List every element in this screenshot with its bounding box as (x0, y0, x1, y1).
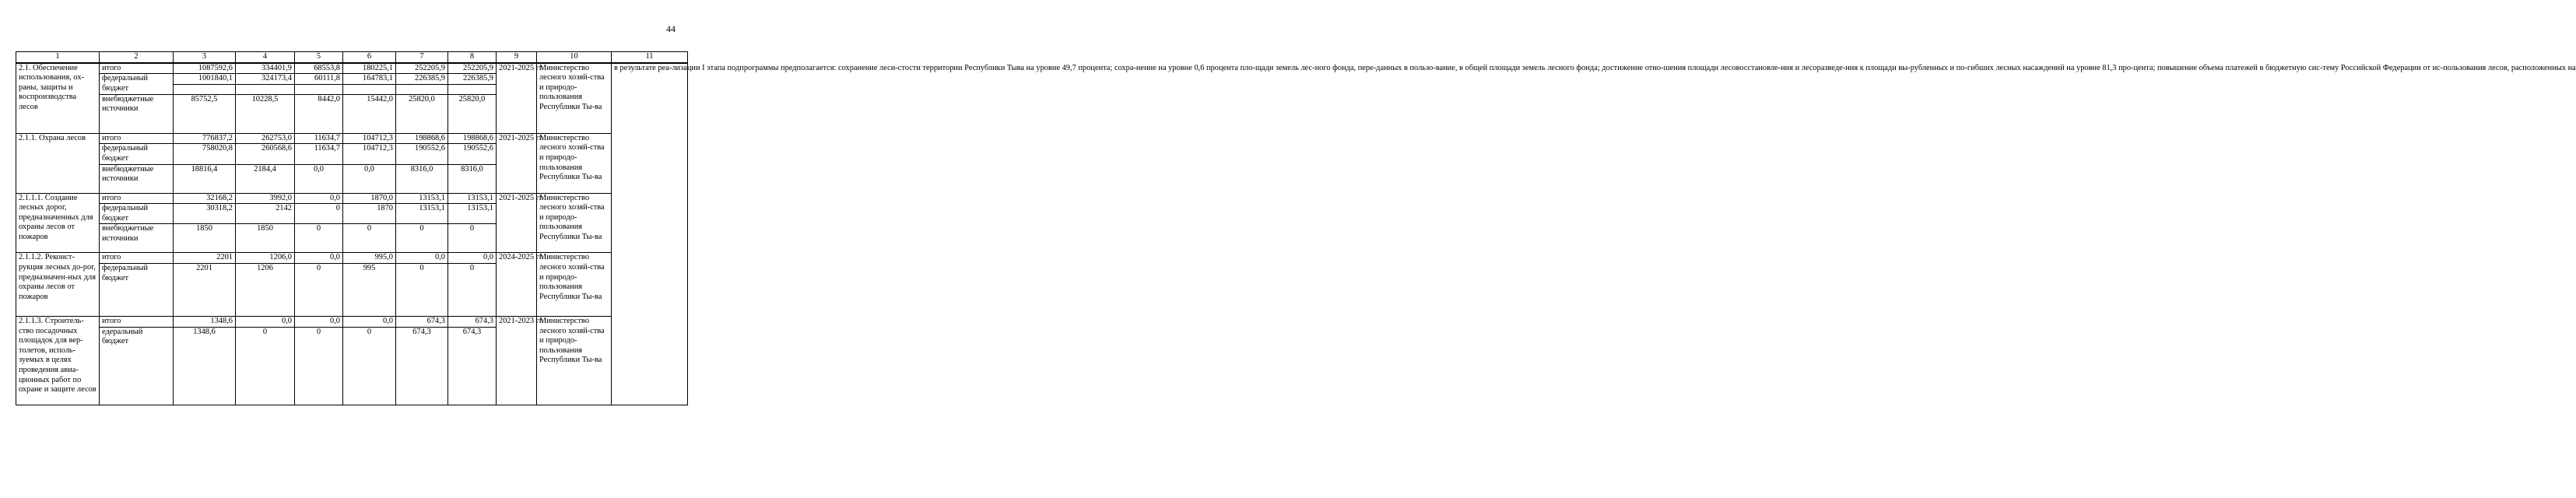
value-cell: 226385,9 (448, 74, 497, 85)
value-cell: 0 (343, 327, 396, 405)
value-cell: 260568,6 (236, 144, 295, 164)
responsible-cell: Министерство лесного хозяй-ства и природо-пользования Республики Ты-ва (537, 316, 612, 405)
header-cell: 10 (537, 52, 612, 63)
source-cell: внебюджетные источники (100, 224, 174, 253)
value-cell: 0 (396, 224, 448, 253)
page-number: 44 (666, 23, 676, 34)
source-cell: итого (100, 193, 174, 204)
value-cell: 1870,0 (343, 193, 396, 204)
source-cell: федеральный бюджет (100, 263, 174, 316)
period-cell: 2021-2025 гг. (497, 63, 537, 134)
value-cell: 0,0 (448, 253, 497, 264)
expected-results-cell: в результате реа-лизации I этапа подпрограммы предполагается: сохранение леси-стости территории Республики Тыва на уровне 49,7 процента; сохра-нение на уровне 0,6 процента пло-щади земель лес-ного фонда, пере-данных в пользо-вание, в общей площади земель лесного фонда; достижение отно-шения площади лесовосстановле-ния и лесоразведе-ния к площади вы-рубленных и по-гибших лесных насаждений на уровне 81,3 про-цента; повышение объема платежей в бюджетную сис-тему Российской Федерации от ис-пользования лесов, расположенных на (612, 63, 688, 405)
value-cell: 198868,6 (396, 133, 448, 144)
value-cell: 0 (295, 204, 343, 224)
value-cell: 0 (448, 263, 497, 316)
activity-name: 2.1.1. Охрана лесов (16, 133, 100, 193)
period-cell: 2021-2025 гг. (497, 133, 537, 193)
value-cell: 0 (448, 224, 497, 253)
value-cell: 2184,4 (236, 164, 295, 193)
value-cell: 68553,8 (295, 63, 343, 74)
value-cell: 0 (236, 327, 295, 405)
period-cell: 2021-2025 гг. (497, 193, 537, 253)
header-cell: 5 (295, 52, 343, 63)
value-cell: 13153,1 (448, 193, 497, 204)
value-cell: 25820,0 (448, 94, 497, 133)
value-cell: 30318,2 (174, 204, 236, 224)
value-cell: 0 (343, 224, 396, 253)
source-cell: внебюджетные источники (100, 94, 174, 133)
value-cell: 1850 (236, 224, 295, 253)
value-cell: 0,0 (295, 164, 343, 193)
value-cell: 1870 (343, 204, 396, 224)
value-cell: 2201 (174, 253, 236, 264)
source-cell: итого (100, 316, 174, 327)
value-cell: 190552,6 (448, 144, 497, 164)
source-cell: итого (100, 133, 174, 144)
header-cell: 9 (497, 52, 537, 63)
value-cell: 1348,6 (174, 327, 236, 405)
value-cell: 1206,0 (236, 253, 295, 264)
value-cell: 85752,5 (174, 94, 236, 133)
source-cell: итого (100, 63, 174, 74)
value-cell: 1850 (174, 224, 236, 253)
header-cell: 8 (448, 52, 497, 63)
value-cell: 0,0 (343, 316, 396, 327)
header-cell: 6 (343, 52, 396, 63)
value-cell: 11634,7 (295, 144, 343, 164)
value-cell: 674,3 (448, 327, 497, 405)
value-cell: 180225,1 (343, 63, 396, 74)
value-cell: 1087592,6 (174, 63, 236, 74)
header-cell: 11 (612, 52, 688, 63)
responsible-cell: Министерство лесного хозяй-ства и природо-пользования Республики Ты-ва (537, 193, 612, 253)
value-cell: 190552,6 (396, 144, 448, 164)
value-cell: 0,0 (236, 316, 295, 327)
value-cell: 18816,4 (174, 164, 236, 193)
value-cell: 13153,1 (396, 204, 448, 224)
value-cell (236, 84, 295, 94)
header-row (16, 52, 688, 63)
value-cell: 252205,9 (396, 63, 448, 74)
value-cell (343, 84, 396, 94)
value-cell: 13153,1 (448, 204, 497, 224)
value-cell: 0,0 (295, 193, 343, 204)
value-cell: 252205,9 (448, 63, 497, 74)
value-cell: 1348,6 (174, 316, 236, 327)
value-cell: 0,0 (295, 316, 343, 327)
value-cell (295, 84, 343, 94)
value-cell: 0,0 (396, 253, 448, 264)
value-cell: 0 (295, 327, 343, 405)
header-cell: 7 (396, 52, 448, 63)
source-cell: едеральный бюджет (100, 327, 174, 405)
header-cell: 4 (236, 52, 295, 63)
source-cell: федеральный бюджет (100, 144, 174, 164)
table-row (16, 316, 688, 327)
source-cell: внебюджетные источники (100, 164, 174, 193)
activity-name: 2.1.1.3. Строитель-ство посадочных площадок для вер-толетов, исполь-зуемых в целях проведения авиа-ционных работ по охране и защите лесов (16, 316, 100, 405)
source-cell: федеральный бюджет (100, 74, 174, 95)
value-cell: 0 (295, 224, 343, 253)
value-cell: 776837,2 (174, 133, 236, 144)
value-cell: 104712,3 (343, 144, 396, 164)
value-cell: 104712,3 (343, 133, 396, 144)
value-cell: 164783,1 (343, 74, 396, 85)
responsible-cell: Министерство лесного хозяй-ства и природо-пользования Республики Ты-ва (537, 133, 612, 193)
value-cell: 25820,0 (396, 94, 448, 133)
responsible-cell: Министерство лесного хозяй-ства и природо-пользования Республики Ты-ва (537, 63, 612, 134)
table-row (16, 253, 688, 264)
responsible-cell: Министерство лесного хозяй-ства и природо-пользования Республики Ты-ва (537, 253, 612, 317)
value-cell: 1206 (236, 263, 295, 316)
value-cell: 226385,9 (396, 74, 448, 85)
value-cell: 758020,8 (174, 144, 236, 164)
table-row (16, 133, 688, 144)
value-cell: 32168,2 (174, 193, 236, 204)
value-cell: 8316,0 (448, 164, 497, 193)
header-cell: 3 (174, 52, 236, 63)
header-cell: 2 (100, 52, 174, 63)
source-cell: итого (100, 253, 174, 264)
value-cell: 3992,0 (236, 193, 295, 204)
table-row (16, 193, 688, 204)
value-cell: 0,0 (343, 164, 396, 193)
table-row (16, 63, 688, 74)
program-funding-table (16, 51, 2576, 405)
value-cell: 11634,7 (295, 133, 343, 144)
value-cell: 674,3 (448, 316, 497, 327)
period-cell: 2021-2023 гг. (497, 316, 537, 405)
activity-name: 2.1. Обеспечение использования, ох-раны, защиты и воспроизводства лесов (16, 63, 100, 134)
value-cell (174, 84, 236, 94)
header-cell: 1 (16, 52, 100, 63)
value-cell: 324173,4 (236, 74, 295, 85)
value-cell: 995,0 (343, 253, 396, 264)
value-cell: 2201 (174, 263, 236, 316)
value-cell: 674,3 (396, 316, 448, 327)
value-cell: 2142 (236, 204, 295, 224)
value-cell: 334401,9 (236, 63, 295, 74)
value-cell: 0 (396, 263, 448, 316)
activity-name: 2.1.1.2. Реконст-рукция лесных до-рог, предназначен-ных для охраны лесов от пожаров (16, 253, 100, 317)
value-cell (396, 84, 448, 94)
value-cell: 995 (343, 263, 396, 316)
value-cell: 1001840,1 (174, 74, 236, 85)
value-cell (448, 84, 497, 94)
value-cell: 13153,1 (396, 193, 448, 204)
value-cell: 0,0 (295, 253, 343, 264)
value-cell: 674,3 (396, 327, 448, 405)
value-cell: 0 (295, 263, 343, 316)
period-cell: 2024-2025 гг. (497, 253, 537, 317)
value-cell: 10228,5 (236, 94, 295, 133)
source-cell: федеральный бюджет (100, 204, 174, 224)
value-cell: 198868,6 (448, 133, 497, 144)
activity-name: 2.1.1.1. Создание лесных дорог, предназначенных для охраны лесов от пожаров (16, 193, 100, 253)
value-cell: 60111,8 (295, 74, 343, 85)
value-cell: 15442,0 (343, 94, 396, 133)
value-cell: 262753,0 (236, 133, 295, 144)
value-cell: 8442,0 (295, 94, 343, 133)
value-cell: 8316,0 (396, 164, 448, 193)
